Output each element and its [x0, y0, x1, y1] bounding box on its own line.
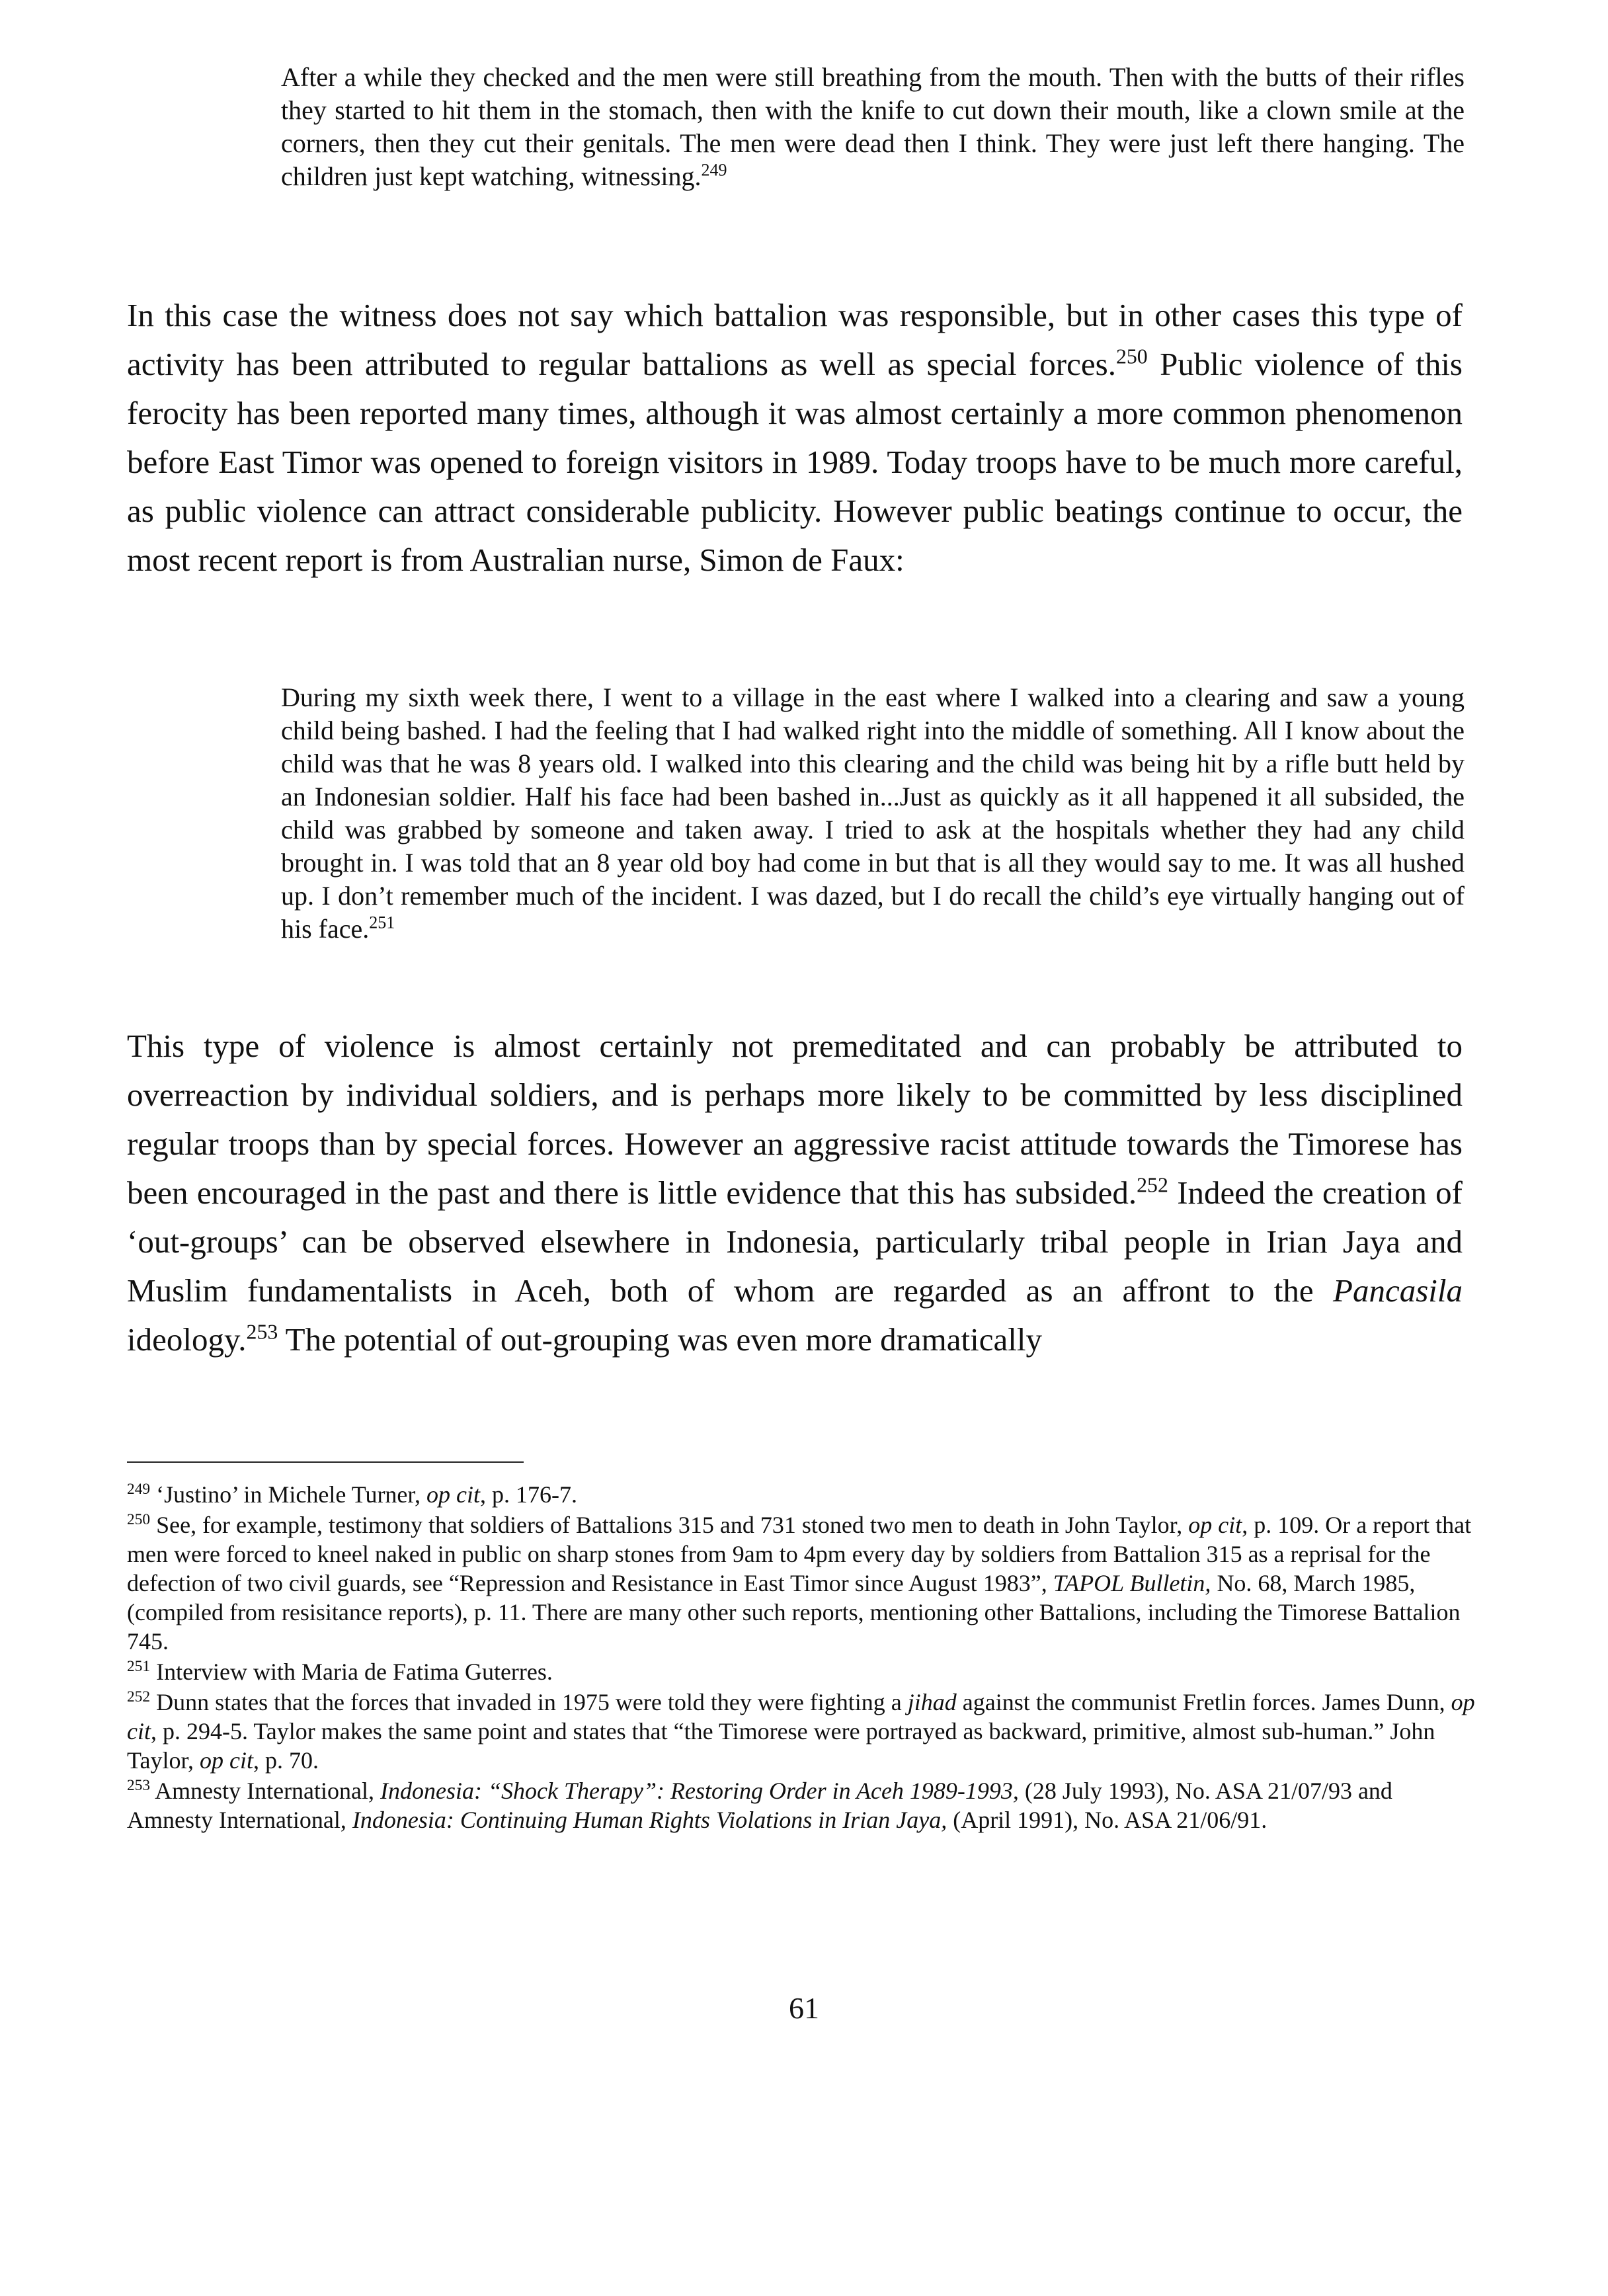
footnote-italic: op cit — [426, 1481, 480, 1508]
footnote-text: See, for example, testimony that soldiers of Battalions 315 and 731 stoned two men to death in John Taylor, — [150, 1512, 1189, 1538]
body-paragraph — [127, 291, 1463, 585]
paragraph-text: The potential of out-grouping was even more dramatically — [278, 1321, 1042, 1358]
footnote-number: 250 — [127, 1511, 151, 1529]
footnote-italic: op cit — [200, 1747, 253, 1774]
footnote-number: 249 — [127, 1481, 151, 1498]
footnote-italic: op cit — [127, 1689, 1475, 1744]
footnote-italic: op cit — [1188, 1512, 1242, 1538]
footnote-251 — [127, 1657, 1476, 1686]
footnote-ref[interactable]: 249 — [701, 160, 727, 180]
quote-text: After a while they checked and the men were still breathing from the mouth. Then with the butts of their rifles they started to hit them in the stomach, then with the knife to cut down their mouth, like a clown smile at the corners, then they cut their genitals. The men were dead then I think. They were just left there hanging. The children just kept watching, witnessing. — [281, 62, 1465, 191]
quote-text: During my sixth week there, I went to a village in the east where I walked into a clearing and saw a young child being bashed. I had the feeling that I had walked right into the middle of something. All I know about the child was that he was 8 years old. I walked into this clearing and the child was being hit by a rifle butt held by an Indonesian soldier. Half his face had been bashed in...Just as quickly as it all happened it all subsided, the child was grabbed by someone and taken away. I tried to ask at the hospitals whether they had any child brought in. I was told that an 8 year old boy had come in but that is all they would say to me. It was all hushed up. I don’t remember much of the incident. I was dazed, but I do recall the child’s eye virtually hanging out of his face. — [281, 682, 1465, 944]
footnotes-section — [127, 1480, 1476, 1836]
footnote-ref[interactable]: 253 — [246, 1320, 278, 1344]
footnote-text: Dunn states that the forces that invaded in 1975 were told they were fighting a — [150, 1689, 908, 1715]
footnote-text: Amnesty International, — [150, 1778, 381, 1804]
footnote-text: (28 July 1993), No. ASA 21/07/93 and Amnesty International, — [127, 1778, 1392, 1833]
footnote-italic: TAPOL Bulletin, — [1053, 1570, 1211, 1596]
footnote-252 — [127, 1688, 1476, 1775]
footnote-ref[interactable]: 250 — [1115, 345, 1148, 368]
footnote-text: ‘Justino’ in Michele Turner, — [150, 1481, 426, 1508]
footnote-250 — [127, 1510, 1476, 1656]
footnote-text: , p. 109. Or a report that men were forced to kneel naked in public on sharp stones from 9am to 4pm every day by soldiers from Battalion 315 as a reprisal for the defection of two civil guards, see “Repression and Resistance in East Timor since August 1983”, — [127, 1512, 1472, 1596]
footnote-text: No. 68, March 1985, (compiled from resisitance reports), p. 11. There are many other such reports, mentioning other Battalions, including the Timorese Battalion 745. — [127, 1570, 1461, 1655]
footnote-text: against the communist Fretlin forces. James Dunn, — [956, 1689, 1451, 1715]
footnote-ref[interactable]: 251 — [369, 913, 395, 932]
footnote-253 — [127, 1776, 1476, 1834]
paragraph-text: Indeed the creation of ‘out-groups’ can be observed elsewhere in Indonesia, particularly tribal people in Irian Jaya and Muslim fundamentalists in Aceh, both of whom are regarded as an affront to the — [127, 1174, 1463, 1309]
footnote-number: 251 — [127, 1658, 151, 1676]
footnote-text: , p. 70. — [253, 1747, 319, 1774]
footnote-number: 253 — [127, 1777, 151, 1795]
paragraph-text: In this case the witness does not say which battalion was responsible, but in other cases this type of activity has been attributed to regular battalions as well as special forces. — [127, 297, 1463, 382]
footnote-number: 252 — [127, 1688, 151, 1706]
footnote-divider — [127, 1461, 524, 1463]
footnote-text: , p. 176-7. — [479, 1481, 577, 1508]
italic-term: Pancasila — [1333, 1272, 1463, 1309]
footnote-text: (April 1991), No. ASA 21/06/91. — [947, 1807, 1267, 1833]
page-number: 61 — [789, 1991, 819, 2025]
paragraph-text: This type of violence is almost certainly not premeditated and can probably be attributed to overreaction by individual soldiers, and is perhaps more likely to be committed by less disciplined regular troops than by special forces. However an aggressive racist attitude towards the Timorese has been encouraged in the past and there is little evidence that this has subsided. — [127, 1028, 1463, 1211]
footnote-249 — [127, 1480, 1476, 1509]
footnote-italic: Indonesia: “Shock Therapy”: Restoring Order in Aceh 1989-1993, — [380, 1778, 1019, 1804]
body-paragraph — [127, 1022, 1463, 1364]
block-quote-de-faux — [281, 681, 1465, 946]
footnote-italic: jihad — [907, 1689, 957, 1715]
footnote-text: Interview with Maria de Fatima Guterres. — [150, 1659, 553, 1685]
footnote-italic: Indonesia: Continuing Human Rights Violations in Irian Jaya, — [352, 1807, 947, 1833]
paragraph-text: ideology. — [127, 1321, 247, 1358]
footnote-ref[interactable]: 252 — [1137, 1173, 1168, 1197]
paragraph-text: Public violence of this ferocity has been reported many times, although it was almost certainly a more common phenomenon before East Timor was opened to foreign visitors in 1989. Today troops have to be much more careful, as public violence can attract considerable publicity. However public beatings continue to occur, the most recent report is from Australian nurse, Simon de Faux: — [127, 346, 1463, 578]
footnote-text: , p. 294-5. Taylor makes the same point and states that “the Timorese were portrayed as backward, primitive, almost sub-human.” John Taylor, — [127, 1718, 1435, 1774]
block-quote-justino — [281, 61, 1465, 193]
